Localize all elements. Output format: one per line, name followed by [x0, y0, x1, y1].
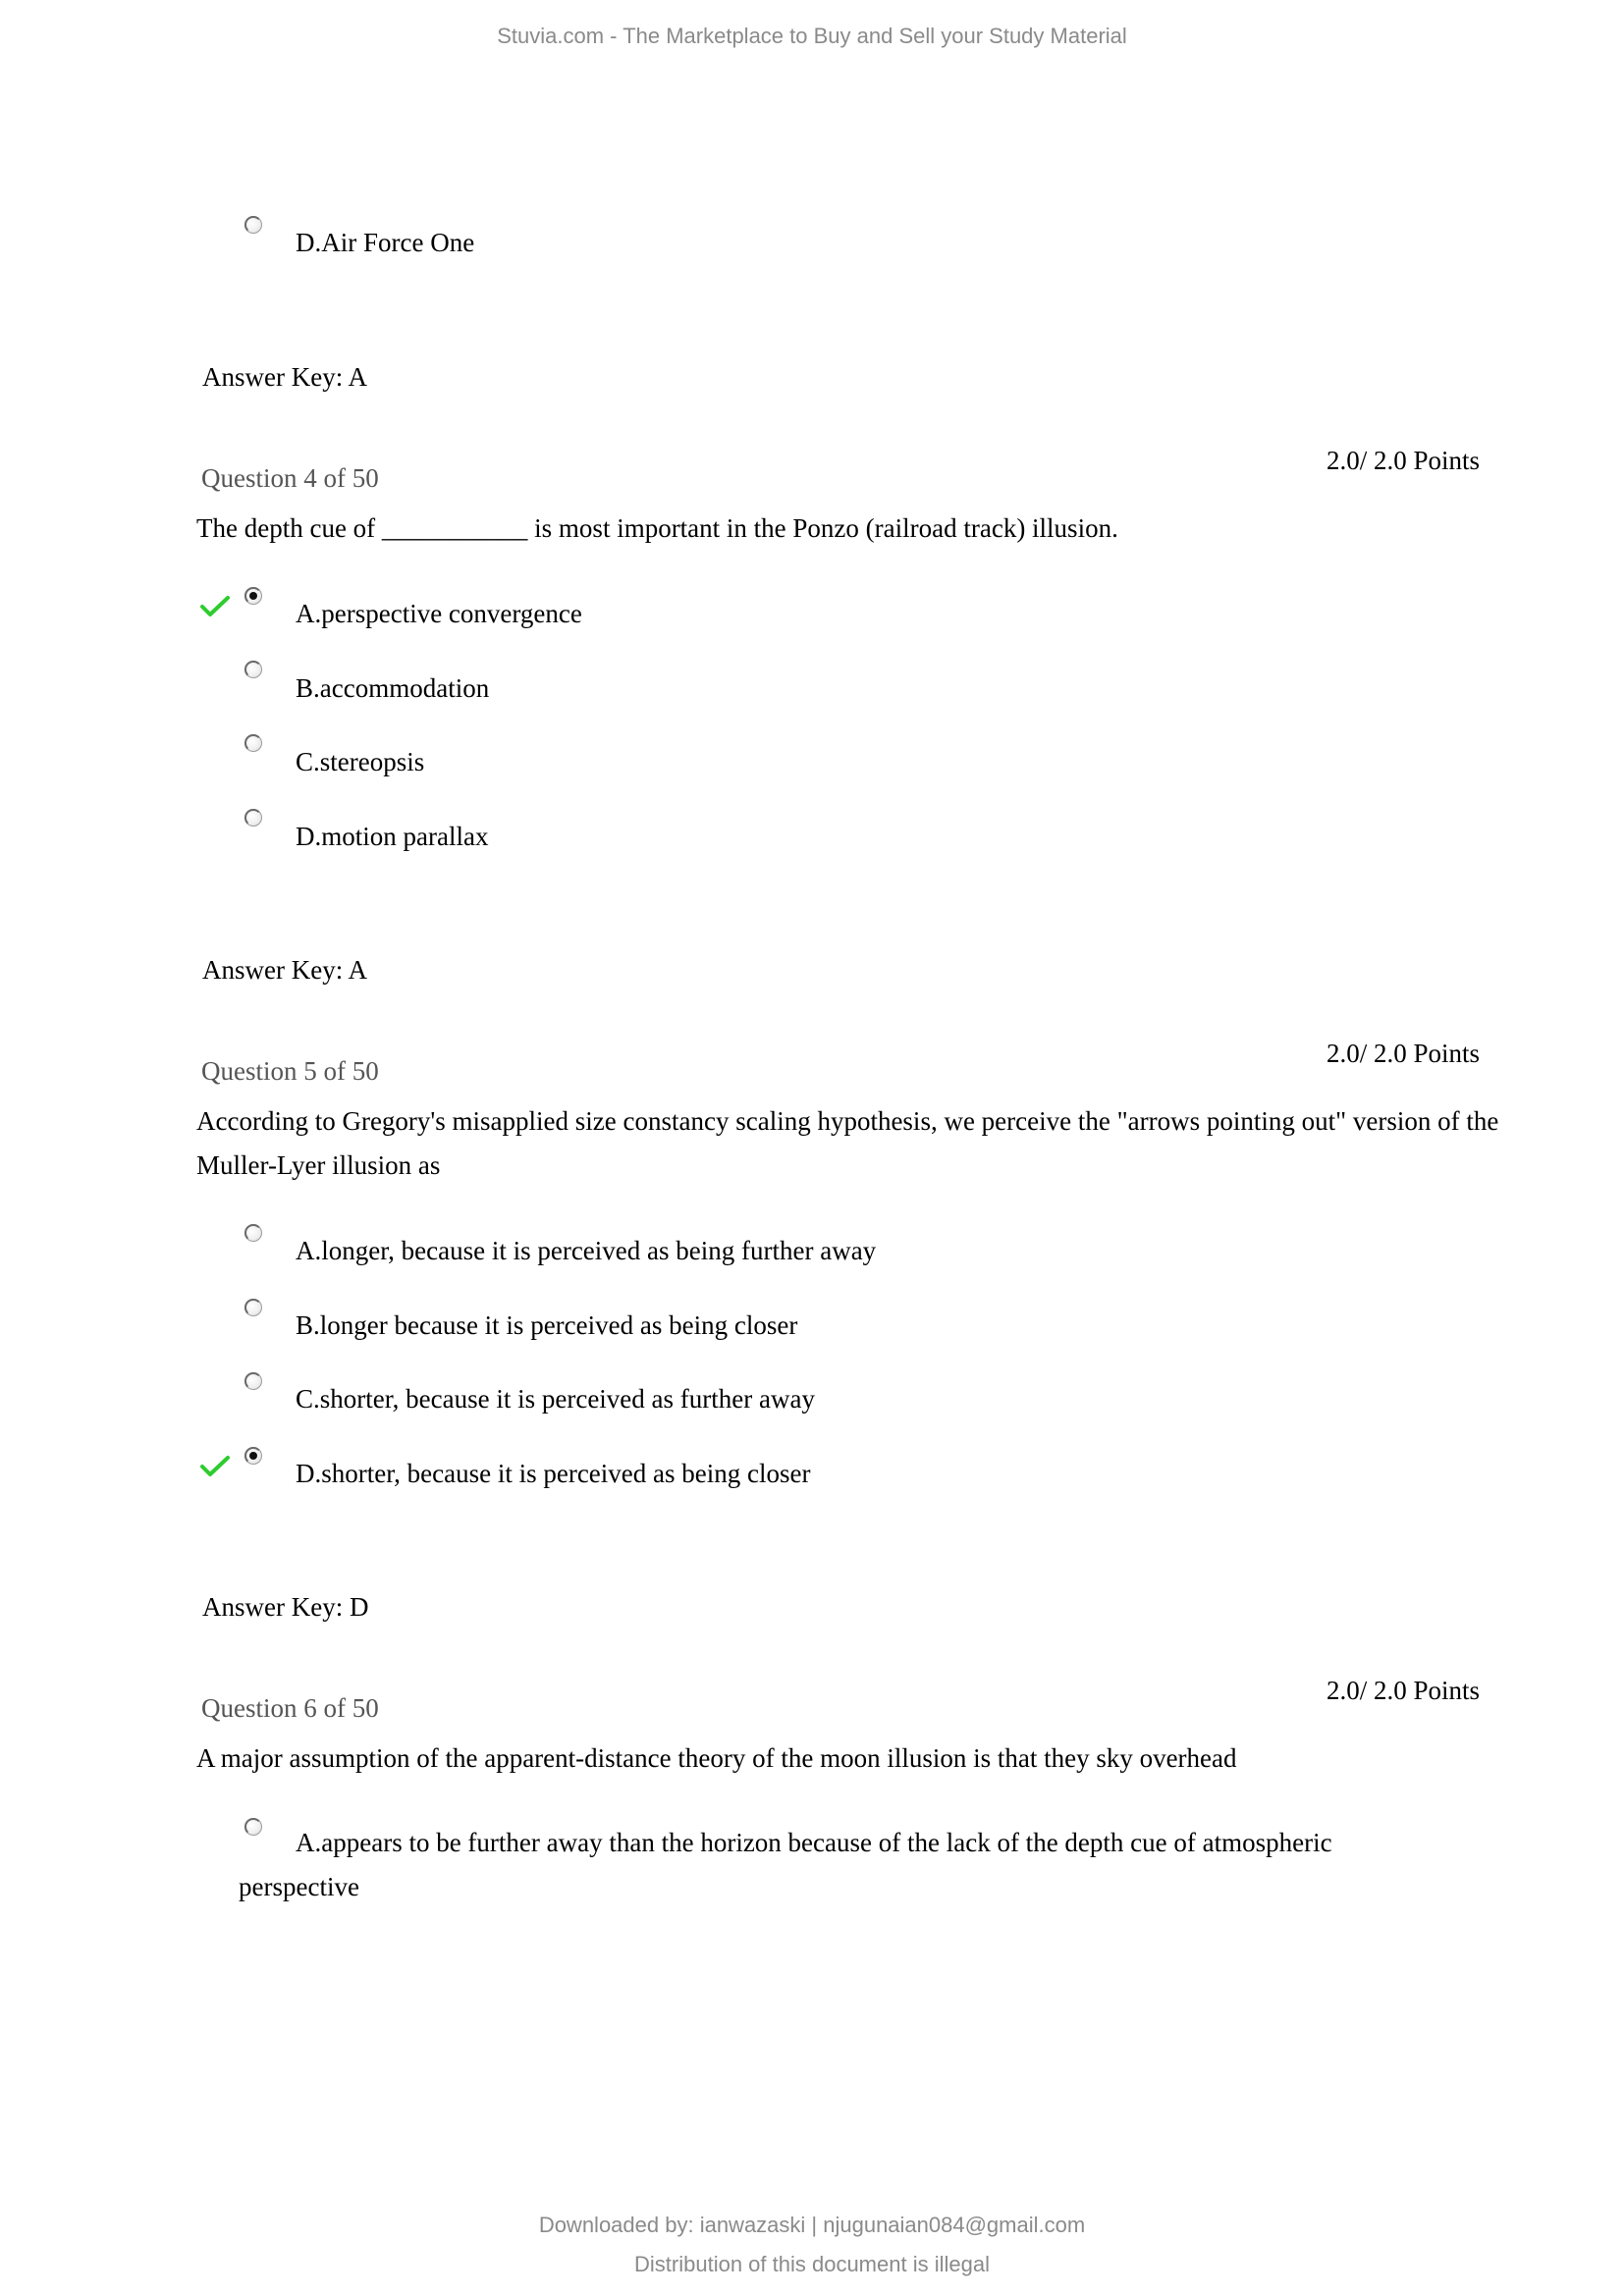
option-label-q6-a: A.appears to be further away than the horizon because of the lack of the depth cue of atmospheric perspective [239, 1828, 1332, 1901]
option-label-q5-a: A.longer, because it is perceived as being further away [296, 1236, 877, 1265]
answer-key-q5: Answer Key: D [202, 1592, 369, 1622]
option-label-q5-b: B.longer because it is perceived as being closer [296, 1310, 798, 1340]
option-radio-q5-c[interactable] [244, 1372, 262, 1390]
option-radio-q4-d[interactable] [244, 809, 262, 827]
option-label-prev-d: D.Air Force One [296, 228, 475, 257]
correct-check-icon [200, 594, 230, 619]
option-radio-q5-a[interactable] [244, 1224, 262, 1242]
option-label-q4-c: C.stereopsis [296, 747, 425, 776]
points-q5: 2.0/ 2.0 Points [1326, 1039, 1480, 1068]
question-number-q5: Question 5 of 50 [201, 1056, 379, 1086]
points-q4: 2.0/ 2.0 Points [1326, 446, 1480, 475]
answer-key-prev: Answer Key: A [202, 362, 367, 392]
option-radio-q5-d[interactable] [244, 1447, 262, 1465]
option-radio-q4-c[interactable] [244, 734, 262, 752]
question-number-q6: Question 6 of 50 [201, 1693, 379, 1723]
download-notice: Downloaded by: ianwazaski | njugunaian084@gmail.com [538, 2213, 1086, 2237]
answer-key-q4: Answer Key: A [202, 955, 367, 985]
option-label-q4-b: B.accommodation [296, 673, 490, 703]
option-label-q5-d: D.shorter, because it is perceived as being closer [296, 1459, 811, 1488]
question-number-q4: Question 4 of 50 [201, 463, 379, 493]
option-label-q5-c: C.shorter, because it is perceived as further away [296, 1384, 815, 1414]
distribution-notice: Distribution of this document is illegal [634, 2252, 990, 2276]
question-text-q6: A major assumption of the apparent-distance theory of the moon illusion is that they sky overhead [196, 1743, 1237, 1773]
points-q6: 2.0/ 2.0 Points [1326, 1676, 1480, 1705]
question-text-q5: According to Gregory's misapplied size constancy scaling hypothesis, we perceive the "arrows pointing out" version of the Muller-Lyer illusion as [196, 1106, 1499, 1180]
option-radio-prev-d[interactable] [244, 216, 262, 234]
question-text-q4: The depth cue of ___________ is most important in the Ponzo (railroad track) illusion. [196, 513, 1118, 543]
option-label-q4-a: A.perspective convergence [296, 599, 582, 628]
option-radio-q5-b[interactable] [244, 1299, 262, 1316]
correct-check-icon [200, 1454, 230, 1479]
option-radio-q4-b[interactable] [244, 661, 262, 678]
option-radio-q4-a[interactable] [244, 587, 262, 605]
option-label-q4-d: D.motion parallax [296, 822, 489, 851]
stuvia-header: Stuvia.com - The Marketplace to Buy and Sell your Study Material [497, 24, 1127, 48]
